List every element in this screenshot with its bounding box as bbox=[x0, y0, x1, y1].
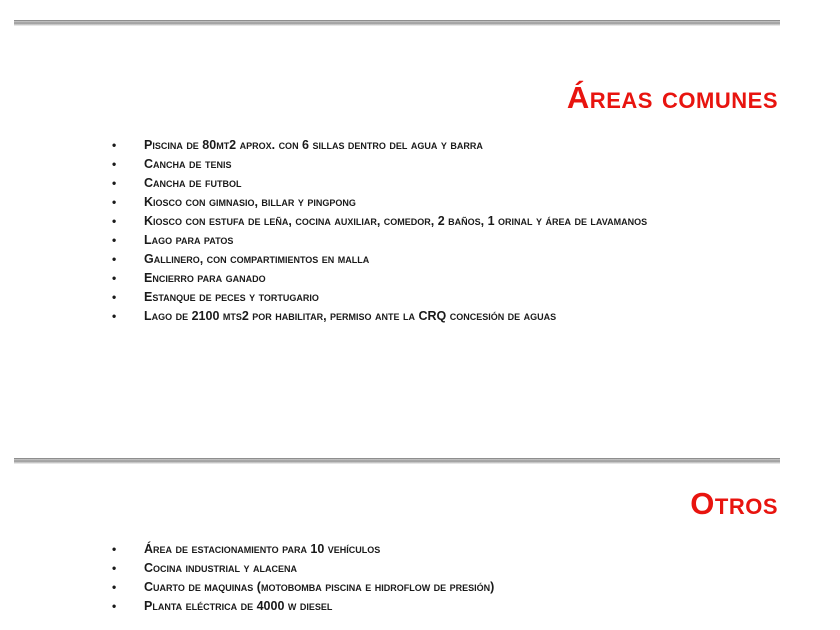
bullet-icon: • bbox=[112, 233, 117, 247]
list-item bbox=[112, 136, 780, 155]
section-divider-middle bbox=[14, 458, 780, 464]
bullet-icon: • bbox=[112, 176, 117, 190]
list-item-text: Gallinero, con compartimientos en malla bbox=[144, 252, 370, 266]
list-item bbox=[112, 155, 780, 174]
bullet-icon: • bbox=[112, 290, 117, 304]
list-item bbox=[112, 212, 780, 231]
bullet-icon: • bbox=[112, 157, 117, 171]
list-item bbox=[112, 250, 780, 269]
otros-list bbox=[112, 540, 780, 616]
list-item-text: Cuarto de maquinas (motobomba piscina e hidroflow de presión) bbox=[144, 580, 495, 594]
list-item-text: Lago para patos bbox=[144, 233, 234, 247]
list-item-text: Estanque de peces y tortugario bbox=[144, 290, 319, 304]
bullet-icon: • bbox=[112, 599, 117, 613]
list-item bbox=[112, 540, 780, 559]
list-item-text: Cancha de tenis bbox=[144, 157, 232, 171]
list-item-text: Cocina industrial y alacena bbox=[144, 561, 297, 575]
list-item bbox=[112, 174, 780, 193]
bullet-icon: • bbox=[112, 542, 117, 556]
list-item-text: Kiosco con gimnasio, billar y pingpong bbox=[144, 195, 356, 209]
list-item bbox=[112, 559, 780, 578]
bullet-icon: • bbox=[112, 252, 117, 266]
bullet-icon: • bbox=[112, 214, 117, 228]
section-divider-top bbox=[14, 20, 780, 26]
list-item-text: Planta eléctrica de 4000 w diesel bbox=[144, 599, 333, 613]
bullet-icon: • bbox=[112, 580, 117, 594]
list-item bbox=[112, 578, 780, 597]
list-item-text: Área de estacionamiento para 10 vehículos bbox=[144, 542, 381, 556]
list-item-text: Encierro para ganado bbox=[144, 271, 266, 285]
list-item bbox=[112, 307, 780, 326]
list-item-text: Kiosco con estufa de leña, cocina auxiliar, comedor, 2 baños, 1 orinal y área de lavamanos bbox=[144, 214, 648, 228]
list-item-text: Cancha de futbol bbox=[144, 176, 242, 190]
bullet-icon: • bbox=[112, 309, 117, 323]
bullet-icon: • bbox=[112, 271, 117, 285]
list-item bbox=[112, 231, 780, 250]
bullet-icon: • bbox=[112, 138, 117, 152]
list-item bbox=[112, 269, 780, 288]
bullet-icon: • bbox=[112, 195, 117, 209]
list-item bbox=[112, 288, 780, 307]
list-item bbox=[112, 193, 780, 212]
list-item-text: Lago de 2100 mts2 por habilitar, permiso ante la CRQ concesión de aguas bbox=[144, 309, 557, 323]
section-title-otros: Otros bbox=[690, 486, 778, 521]
section-title-areas-comunes: Áreas comunes bbox=[566, 80, 778, 115]
areas-comunes-list bbox=[112, 136, 780, 326]
list-item bbox=[112, 597, 780, 616]
list-item-text: Piscina de 80mt2 aprox. con 6 sillas dentro del agua y barra bbox=[144, 138, 483, 152]
bullet-icon: • bbox=[112, 561, 117, 575]
